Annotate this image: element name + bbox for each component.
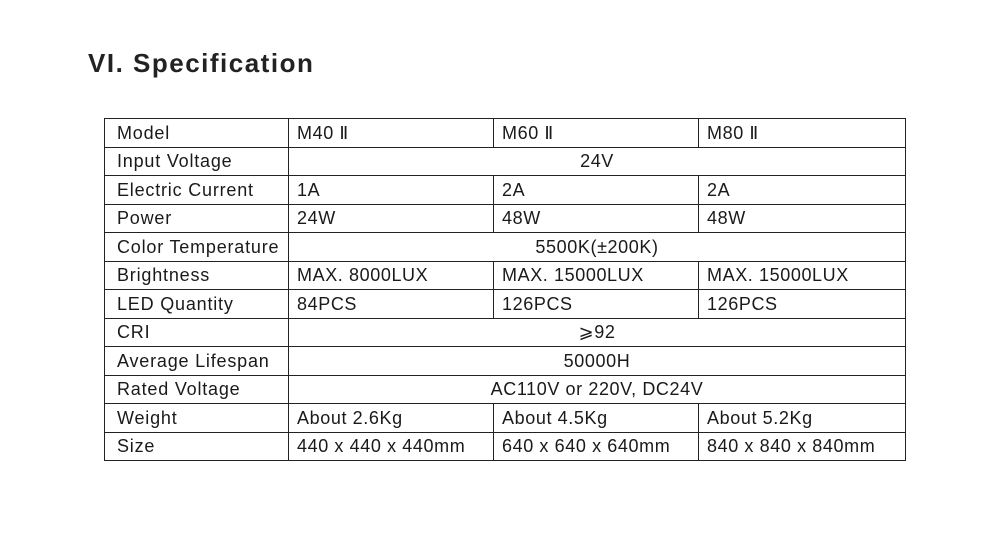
table-row-color-temperature (105, 233, 906, 262)
cell-m60: 48W (494, 204, 699, 233)
cell-all-models: ⩾92 (289, 318, 906, 347)
cell-m60: 126PCS (494, 290, 699, 319)
table-row-average-lifespan (105, 347, 906, 376)
table-row-weight (105, 404, 906, 433)
cell-m60: MAX. 15000LUX (494, 261, 699, 290)
row-label: LED Quantity (105, 290, 289, 319)
cell-all-models: 50000H (289, 347, 906, 376)
table-row-electric-current (105, 176, 906, 205)
row-label: Power (105, 204, 289, 233)
table-row-cri (105, 318, 906, 347)
cell-m40: 1A (289, 176, 494, 205)
row-label: Brightness (105, 261, 289, 290)
row-label: Rated Voltage (105, 375, 289, 404)
cell-m40: 84PCS (289, 290, 494, 319)
cell-m40: 440 x 440 x 440mm (289, 432, 494, 461)
cell-m40: MAX. 8000LUX (289, 261, 494, 290)
row-label: Average Lifespan (105, 347, 289, 376)
row-label: CRI (105, 318, 289, 347)
cell-m80: About 5.2Kg (699, 404, 906, 433)
table-row-power (105, 204, 906, 233)
cell-m80: MAX. 15000LUX (699, 261, 906, 290)
row-label: Electric Current (105, 176, 289, 205)
row-label: Input Voltage (105, 147, 289, 176)
cell-m80: 2A (699, 176, 906, 205)
cell-m40: About 2.6Kg (289, 404, 494, 433)
table-row-led-quantity (105, 290, 906, 319)
table-row-model (105, 119, 906, 148)
row-label: Weight (105, 404, 289, 433)
cell-m80: 48W (699, 204, 906, 233)
cell-m80: M80 Ⅱ (699, 119, 906, 148)
row-label: Model (105, 119, 289, 148)
table-row-size (105, 432, 906, 461)
cell-m80: 126PCS (699, 290, 906, 319)
row-label: Color Temperature (105, 233, 289, 262)
table-row-rated-voltage (105, 375, 906, 404)
row-label: Size (105, 432, 289, 461)
cell-m60: 640 x 640 x 640mm (494, 432, 699, 461)
cell-m60: M60 Ⅱ (494, 119, 699, 148)
cell-all-models: AC110V or 220V, DC24V (289, 375, 906, 404)
section-title: VI. Specification (88, 48, 315, 78)
cell-all-models: 24V (289, 147, 906, 176)
cell-all-models: 5500K(±200K) (289, 233, 906, 262)
table-row-input-voltage (105, 147, 906, 176)
cell-m80: 840 x 840 x 840mm (699, 432, 906, 461)
cell-m60: About 4.5Kg (494, 404, 699, 433)
table-row-brightness (105, 261, 906, 290)
cell-m40: 24W (289, 204, 494, 233)
cell-m40: M40 Ⅱ (289, 119, 494, 148)
cell-m60: 2A (494, 176, 699, 205)
specification-table (104, 118, 906, 461)
